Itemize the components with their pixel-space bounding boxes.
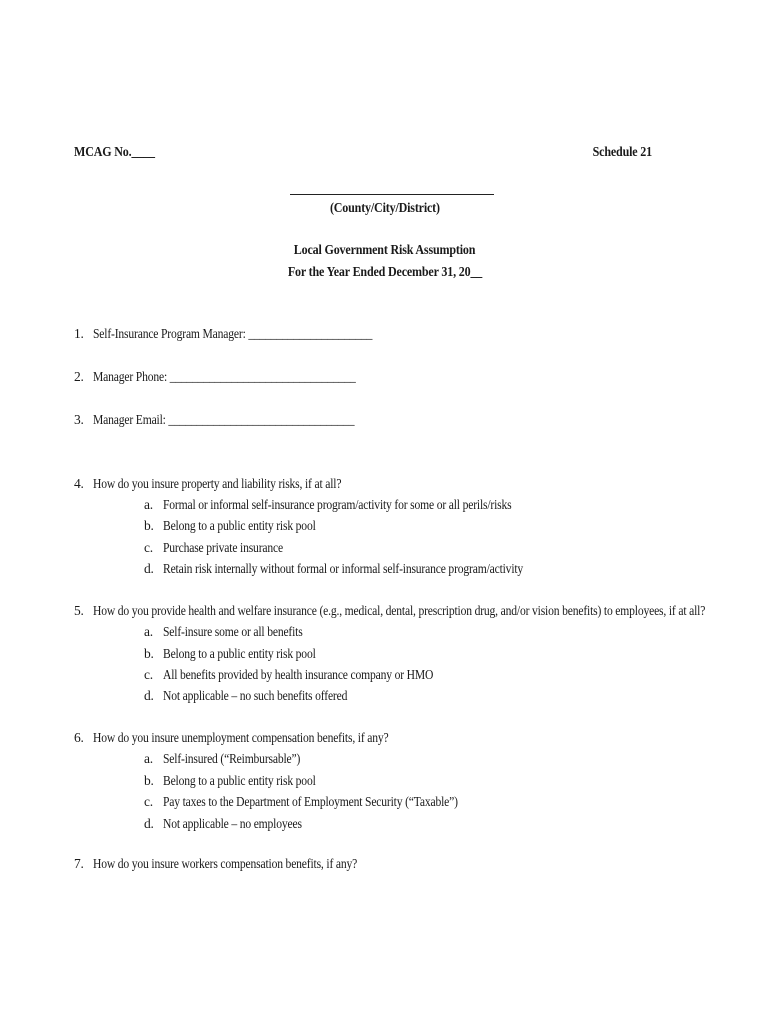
document-page: MCAG No.____ Schedule 21 (County/City/District) Local Government Risk Assumption For the Year Ended December 31, 20__ 1. Self-Insurance Program Manager: ______________________ 2. Manager Phone: _________________________________ 3. Manager Email: _________________________________ 4. How do you insure property and liability risks, if at all? a. Formal or informal self-insurance program/activity for some or all perils/risks b. Belong to a public entity risk pool c. Purchase private insurance d. Retain risk internally without formal or informal self-insurance program/activity 5. How do you provide health and welfare insurance (e.g., medical, dental, prescription drug, and/or vision benefits) to employees, if at all? a. Self-insure some or all benefits b. Belong to a public entity risk pool c. All benefits provided by health insurance company or HMO d. Not applicable – no such benefits offered 6. How do you insure unemployment compensation benefits, if any? a. Self-insured (“Reimbursable”) b. Belong to a public entity risk pool c. Pay taxes to the Department of Employment Security (“Taxable”) d. Not applicable – no employees 7. How do you insure workers compensation benefits, if any? bbox=[0, 0, 770, 1024]
schedule-number: Schedule 21 bbox=[592, 145, 652, 160]
document-subtitle: For the Year Ended December 31, 20__ bbox=[287, 265, 483, 280]
document-title: Local Government Risk Assumption bbox=[294, 243, 476, 258]
mcag-number: MCAG No.____ bbox=[74, 145, 155, 160]
entity-label: (County/City/District) bbox=[330, 201, 440, 216]
entity-name-line bbox=[290, 194, 494, 195]
